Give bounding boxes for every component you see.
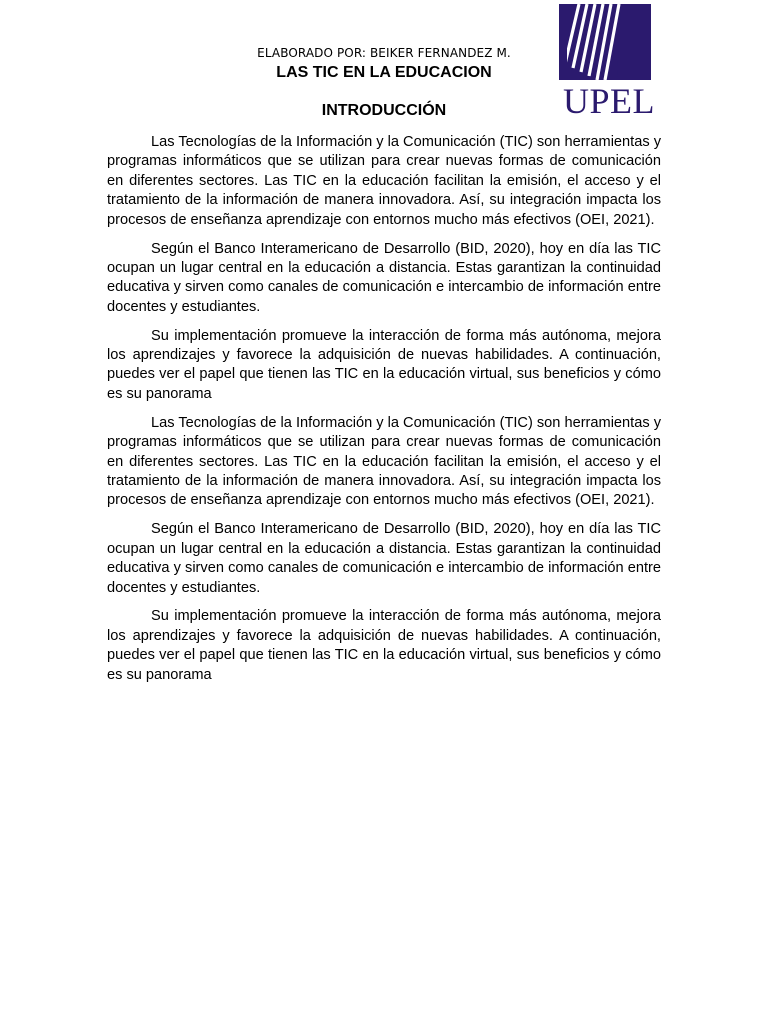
document-title: LAS TIC EN LA EDUCACION <box>276 64 492 81</box>
logo-wordmark: UPEL <box>563 81 655 121</box>
paragraph: Las Tecnologías de la Información y la Comunicación (TIC) son herramientas y programas informáticos que se utilizan para crear nuevas formas de comunicación en diferentes sectores. Las TIC en la educación facilitan la emisión, el acceso y el tratamiento de la información de manera innovadora. Así, su integración impacta los procesos de enseñanza aprendizaje con entornos mucho más efectivos (OEI, 2021). <box>107 134 661 228</box>
paragraph: Su implementación promueve la interacción de forma más autónoma, mejora los aprendizajes y favorece la adquisición de nuevas habilidades. A continuación, puedes ver el papel que tienen las TIC en la educación virtual, sus beneficios y cómo es su panorama <box>107 608 661 683</box>
section-heading: INTRODUCCIÓN <box>321 102 447 119</box>
paragraph: Las Tecnologías de la Información y la Comunicación (TIC) son herramientas y programas informáticos que se utilizan para crear nuevas formas de comunicación en diferentes sectores. Las TIC en la educación facilitan la emisión, el acceso y el tratamiento de la información de manera innovadora. Así, su integración impacta los procesos de enseñanza aprendizaje con entornos mucho más efectivos (OEI, 2021). <box>107 414 661 509</box>
paragraph: Según el Banco Interamericano de Desarrollo (BID, 2020), hoy en día las TIC ocupan un lugar central en la educación a distancia. Estas garantizan la continuidad educativa y sirven como canales de comunicación e intercambio de información entre docentes y estudiantes. <box>107 240 661 315</box>
paragraph: Según el Banco Interamericano de Desarrollo (BID, 2020), hoy en día las TIC ocupan un lugar central en la educación a distancia. Estas garantizan la continuidad educativa y sirven como canales de comunicación e intercambio de información entre docentes y estudiantes. <box>107 521 661 596</box>
upel-emblem-icon <box>559 4 659 84</box>
paragraph: Su implementación promueve la interacción de forma más autónoma, mejora los aprendizajes y favorece la adquisición de nuevas habilidades. A continuación, puedes ver el papel que tienen las TIC en la educación virtual, sus beneficios y cómo es su panorama <box>107 327 661 402</box>
author-line: ELABORADO POR: BEIKER FERNANDEZ M. <box>257 46 511 60</box>
document-body <box>107 133 661 695</box>
upel-logo <box>559 4 659 120</box>
